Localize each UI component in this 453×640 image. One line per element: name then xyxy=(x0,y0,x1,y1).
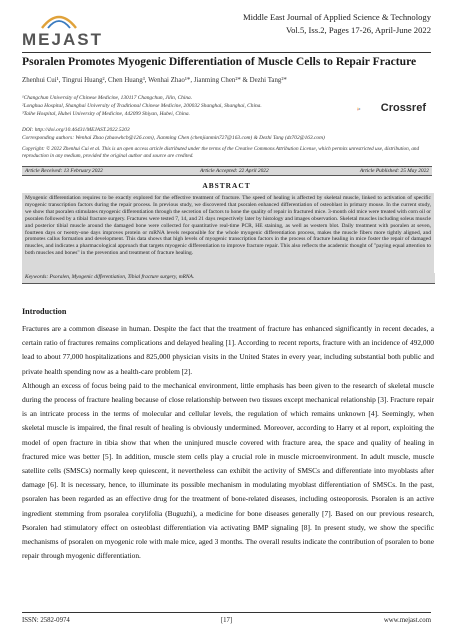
accepted-date: Article Accepted: 22 April 2022 xyxy=(200,167,269,174)
volume-info: Vol.5, Iss.2, Pages 17-26, April-June 2022 xyxy=(286,25,431,35)
journal-name: Middle East Journal of Applied Science & Technology xyxy=(242,12,431,22)
paragraph-2: Although an excess of focus being paid to the mechanical environment, little emphasis has been given to the research of skeletal muscle during the process of fracture healing because of close relationship between two tissues except mechanical relationship [3]. Fracture repair is an intricate process in the terms of molecular and cellular levels, the regulation of which remains unknown [4]. Seemingly, when skeletal muscle is impaired, the final result of healing is obviously undermined. Moreover, according to Harry et al report, exploiting the model of open fracture in tibia show that when the uninjured muscle covered with fracture area, the space and quality of healing in fractured mice was better [5]. In addition, muscle stem cells play a crucial role in muscle microenvironment. In adult muscle, muscle satellite cells (SMSCs) normally keep quiescent, it nevertheless can exhibit the activity of SMSCs and differentiate into myoblasts after damage [6]. It is necessary, hence, to illuminate its possible mechanism in modulating myoblast differentiation of SMSCs. In the past, psoralen has been regarded as an effective drug for the treatment of bone-related diseases, including osteoporosis. Psoralen is an active ingredient stemming from psoralea corylifolia (Buguzhi), a medicine for bone diseases generally [7]. Based on our previous research, Psoralen had stimulatory effect on osteoblast differentiation via activating BMP signaling [8]. In present study, we show the specific mechanisms of psoralen on myogenic role with male mice, aged 3 months. The overall results indicate the contribution of psoralen to bone repair through myogenic differentiation. xyxy=(22,380,434,561)
introduction-body xyxy=(22,322,434,610)
crossref-logo-icon[interactable] xyxy=(357,101,373,117)
copyright-notice: Copyright: © 2022 Zhenhui Cui et al. This is an open access article distributed under the terms of the Creative Commons Attribution License, which permits unrestricted use, distribution, and reproduction in any medium, provided the original author and source are credited. xyxy=(22,146,420,159)
abstract-heading: ABSTRACT xyxy=(202,181,251,190)
affiliations xyxy=(22,94,352,118)
keywords: Keywords: Psoralen, Myogenic differentiation, Tibial fracture surgery, mRNA. xyxy=(22,273,435,284)
affiliation-1: ¹Changchun University of Chinese Medicine, 130117 Changchun, Jilin, China. xyxy=(22,95,193,101)
abstract-text: Myogenic differentiation requires to be exactly explored for the effective treatment of fracture. The speed of healing is affected by skeletal muscle, linked to activation of specific myogenic transcription factors during the repair process. In previous study, we discovered that psoralen enhanced differentiation of osteoblast in primary mouse. In the current study, we show that psoralen stimulates myogenic differentiation through the secretion of factors to hone the quality of repair in fractured mice. 3-month old mice were treated with corn oil or psoralen followed by a tibial fracture surgery. Fractures were tested 7, 14, and 21 days respectively later by histology and images observation. Skeletal muscles including soleus muscle and posterior tibial muscle around the damaged bone were collected for quantitative real-time PCR, HE staining, as well as western blot. Daily treatment with psoralen at seven, fourteen days or twenty-one days improves protein or mRNA levels responsible for the whole myogenic differentiation process, makes the muscle fibers more tightly aligned, and promotes callus formation and development. This data shows that high levels of myogenic transcription factors in the process of fracture healing in mice foster the repair of damaged muscles, and indicates a pharmacological approach that targets myogenic differentiation to improve fracture repair. This also reflects the academic thought of "paying equal attention to both muscles and bones" in the prevention and treatment of fracture healing. xyxy=(22,193,434,273)
introduction-heading: Introduction xyxy=(22,307,67,316)
journal-info xyxy=(243,11,431,37)
published-date: Article Published: 25 May 2022 xyxy=(359,167,429,174)
article-dates-bar xyxy=(22,166,432,176)
issn: ISSN: 2582-0974 xyxy=(22,617,70,624)
author-list: Zhenhui Cui¹, Tingrui Huang², Chen Huang³, Wenhai Zhao¹*, Jianming Chen²* & Dezhi Tang²* xyxy=(22,77,287,84)
website-link[interactable]: www.mejast.com xyxy=(383,617,431,624)
affiliation-3: ³Taihe Hospital, Hubei University of Medicine, 442099 Shiyan, Hubei, China. xyxy=(22,111,190,117)
received-date: Article Received: 13 February 2022 xyxy=(25,167,103,174)
header-divider xyxy=(22,52,431,53)
page-number: [17] xyxy=(220,617,233,624)
corresponding-authors: Corresponding authors: Wenhai Zhao (zhaowhcb@126.com), Jianming Chen (chenjianmin727@163.com) & Dezhi Tang (dz702@163.com) xyxy=(22,135,325,141)
crossref-label[interactable]: Crossref xyxy=(380,102,426,114)
article-title: Psoralen Promotes Myogenic Differentiation of Muscle Cells to Repair Fracture xyxy=(22,55,417,68)
affiliation-2: ²Longhua Hospital, Shanghai University of Traditional Chinese Medicine, 200032 Shanghai, Shanghai, China. xyxy=(22,103,262,109)
footer-divider xyxy=(22,612,431,613)
journal-logo-icon xyxy=(40,10,78,30)
journal-logo-text: MEJAST xyxy=(22,30,103,49)
paragraph-1: Fractures are a common disease in human. Despite the fact that the treatment of fracture has enhanced significantly in recent decades, a certain ratio of fractures remains complications and delayed healing [1]. According to recent reports, fracture with an incidence of 492,000 lead to about 77,000 hospitalizations and 825,000 physician visits in the United States in every year, including substantial both public and private health spending now as a health-care problem [2]. xyxy=(22,324,434,376)
doi-link[interactable]: DOI: http://doi.org/10.46431/MEJAST.2022.5203 xyxy=(22,127,130,133)
